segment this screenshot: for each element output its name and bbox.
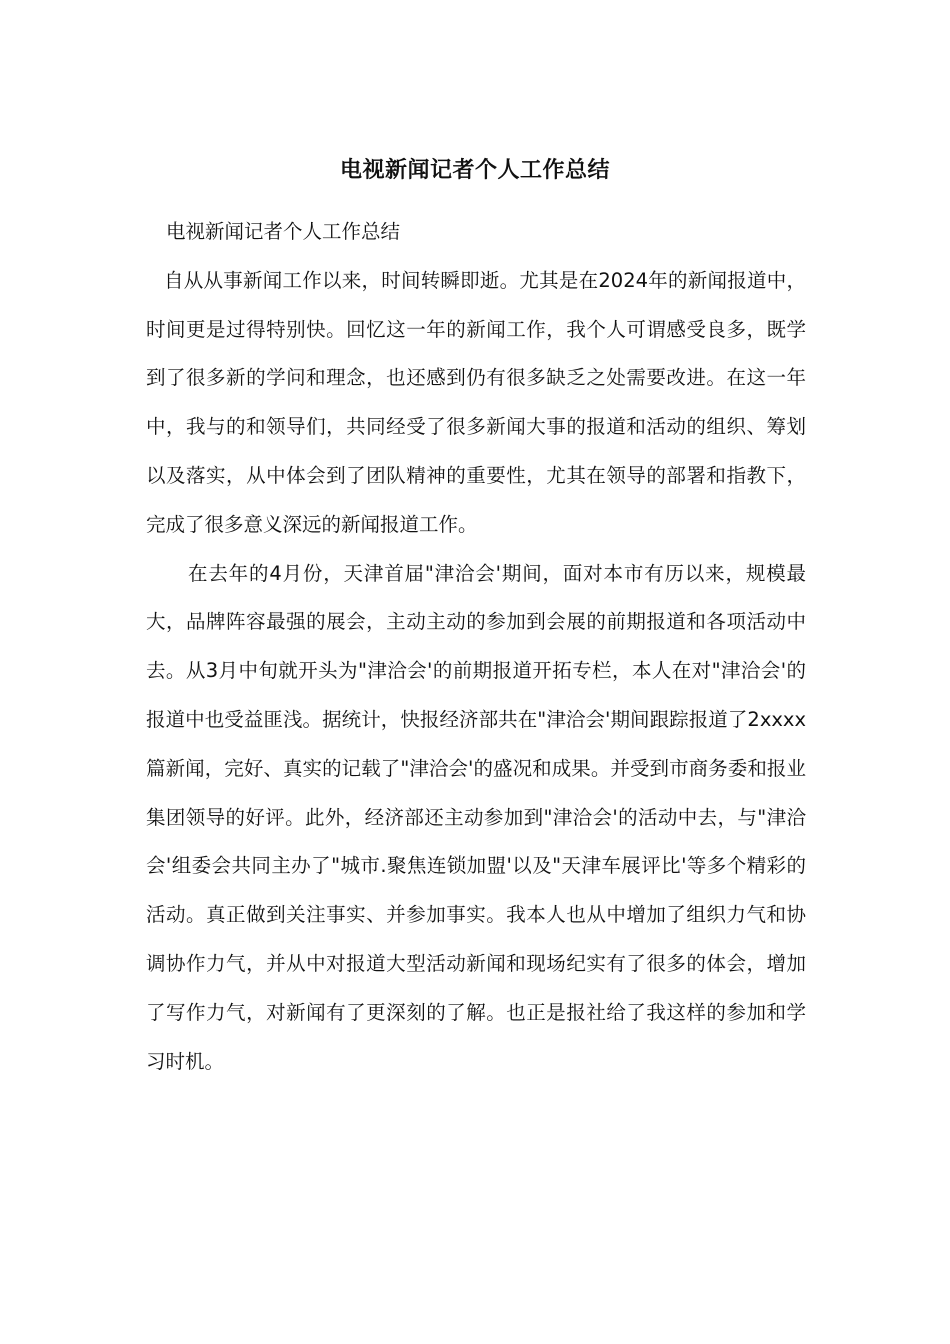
document-body [146,208,806,1086]
document-subtitle: 电视新闻记者个人工作总结 [166,220,401,243]
paragraph-1: 自从从事新闻工作以来，时间转瞬即逝。尤其是在2024年的新闻报道中，时间更是过得特别快。回忆这一年的新闻工作，我个人可谓感受良多，既学到了很多新的学问和理念，也还感到仍有很多缺乏之处需要改进。在这一年中，我与的和领导们，共同经受了很多新闻大事的报道和活动的组织、筹划以及落实，从中体会到了团队精神的重要性，尤其在领导的部署和指教下，完成了很多意义深远的新闻报道工作。 [146,268,806,536]
document-title: 电视新闻记者个人工作总结 [339,157,610,183]
paragraph-2: 在去年的4月份，天津首届"津洽会'期间，面对本市有历以来，规模最大，品牌阵容最强的展会，主动主动的参加到会展的前期报道和各项活动中去。从3月中旬就开头为"津洽会'的前期报道开拓专栏，本人在对"津洽会'的报道中也受益匪浅。据统计，快报经济部共在"津洽会'期间跟踪报道了2xxxx篇新闻，完好、真实的记载了"津洽会'的盛况和成果。并受到市商务委和报业集团领导的好评。此外，经济部还主动参加到"津洽会'的活动中去，与"津洽会'组委会共同主办了"城市.聚焦连锁加盟'以及"天津车展评比'等多个精彩的活动。真正做到关注事实、并参加事实。我本人也从中增加了组织力气和协调协作力气，并从中对报道大型活动新闻和现场纪实有了很多的体会，增加了写作力气，对新闻有了更深刻的了解。也正是报社给了我这样的参加和学习时机。 [146,561,806,1073]
